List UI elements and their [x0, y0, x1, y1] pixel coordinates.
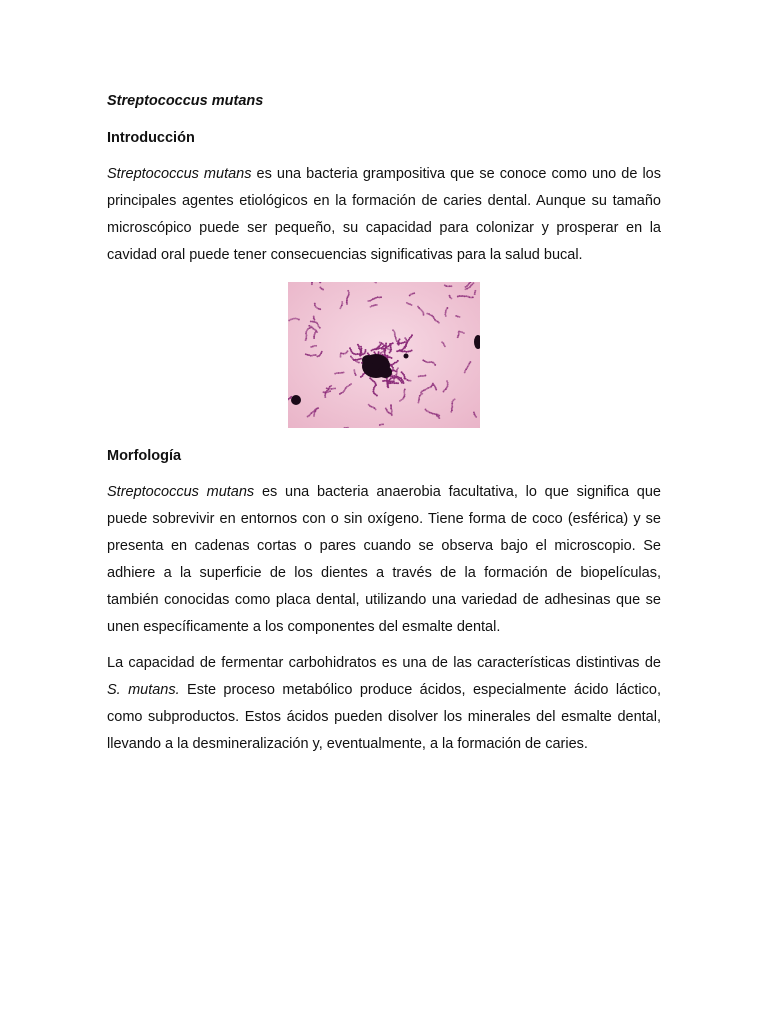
paragraph-introduccion [107, 161, 661, 269]
paragraph-text-after: Este proceso metabólico produce ácidos, especialmente ácido láctico, como subproductos. Estos ácidos pueden disolver los minerales del esmalte dental, llevando a la desmineralización y, eventualmente, a la formación de caries. [107, 682, 661, 752]
paragraph-morfologia-1 [107, 479, 661, 641]
section-heading-morfologia: Morfología [107, 448, 182, 464]
bacteria-clump [362, 355, 374, 365]
micrograph-svg [288, 282, 480, 428]
micrograph-image [288, 282, 480, 428]
bacteria-clump [291, 395, 301, 405]
paragraph-text: es una bacteria grampositiva que se conoce como uno de los principales agentes etiológicos en la formación de caries dental. Aunque su tamaño microscópico puede ser pequeño, su capacidad para colonizar y prosperar en la cavidad oral puede tener consecuencias significativas para la salud bucal. [107, 166, 661, 263]
paragraph-text: es una bacteria anaerobia facultativa, lo que significa que puede sobrevivir en entornos con o sin oxígeno. Tiene forma de coco (esférica) y se presenta en cadenas cortas o pares cuando se observa bajo el microscopio. Se adhiere a la superficie de los dientes a través de la formación de biopelículas, también conocidas como placa dental, utilizando una variedad de adhesinas que se unen específicamente a los componentes del esmalte dental. [107, 484, 661, 635]
section-heading-introduccion: Introducción [107, 130, 195, 146]
paragraph-morfologia-2 [107, 650, 661, 758]
document-title: Streptococcus mutans [107, 93, 264, 109]
species-name-italic: Streptococcus mutans [107, 166, 252, 182]
bacteria-clump [404, 354, 409, 359]
species-abbrev-italic: S. mutans. [107, 682, 180, 698]
paragraph-text-before: La capacidad de fermentar carbohidratos es una de las características distintivas de [107, 655, 661, 671]
bacteria-clump [378, 366, 392, 378]
species-name-italic: Streptococcus mutans [107, 484, 255, 500]
